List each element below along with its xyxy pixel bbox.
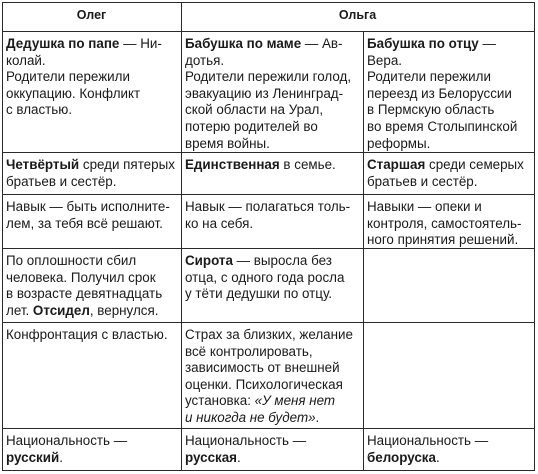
row-divider	[2, 322, 535, 323]
cell-text: — выросла без отца, с одного года росла у тёти дедушки по отцу.	[185, 253, 345, 302]
cell-bold: белоруска	[367, 449, 436, 465]
cell-text-tail: .	[315, 409, 320, 425]
cell-olga-m-nationality	[181, 431, 363, 470]
cell-olga-m-skill	[181, 197, 363, 248]
cell-olga-m-attitude	[181, 325, 363, 428]
table-border-right	[534, 2, 535, 471]
cell-text-tail: .	[59, 449, 63, 465]
cell-oleg-event	[2, 251, 181, 322]
cell-oleg-skill	[2, 197, 181, 248]
cell-text-tail: .	[236, 449, 241, 465]
cell-text-tail: .	[435, 449, 440, 465]
table-border-bottom	[2, 470, 535, 471]
cell-italic: «У меня нет и никогда не будет»	[185, 393, 336, 425]
cell-olga-f-event-empty	[363, 251, 534, 322]
cell-text: Конфронтация с властью.	[6, 327, 168, 342]
cell-text: Национальность —	[6, 433, 128, 448]
cell-oleg-birth-order	[2, 155, 181, 194]
cell-oleg-attitude	[2, 325, 181, 428]
cell-text: Национальность —	[367, 433, 489, 448]
cell-olga-f-skill	[363, 197, 534, 248]
cell-text: По оплошности сбил человека. Получил срок в возрасте девятнадцать лет.	[6, 253, 163, 318]
cell-text: Навыки — опеки и контроля, самостоятель- ного принятия решений.	[367, 199, 522, 248]
cell-text-tail: , вернулся.	[89, 302, 159, 318]
cell-oleg-nationality	[2, 431, 181, 470]
cell-text: Страх за близких, желание всё контролировать, зависимость от внешней оценки. Психологическая установка:	[185, 327, 353, 409]
cell-olga-f-birth-order	[363, 155, 534, 194]
cell-text: в семье.	[279, 157, 336, 172]
cell-bold: Старшая	[367, 157, 426, 172]
cell-text: среди семерых братьев и сестёр.	[367, 157, 524, 189]
cell-olga-f-attitude-empty	[363, 325, 534, 428]
header-divider	[2, 31, 535, 32]
cell-text: — Ав- дотья. Родители пережили голод, эвакуацию из Ленинград- ской области на Урал, потерю родителей во время войны.	[185, 36, 352, 151]
cell-oleg-grandfather	[2, 34, 181, 152]
cell-text: — Ни- колай. Родители пережили оккупацию. Конфликт с властью.	[6, 36, 162, 118]
cell-text: — Вера. Родители пережили переезд из Белоруссии в Пермскую область во время Столыпинской реформы.	[367, 36, 518, 151]
row-divider	[2, 194, 535, 195]
cell-text: Навык — быть исполните- лем, за тебя всё решают.	[6, 199, 170, 231]
cell-bold: Отсидел	[32, 302, 90, 318]
cell-olga-paternal-grandmother	[363, 34, 534, 152]
cell-text: среди пятерых братьев и сестёр.	[6, 157, 175, 189]
header-oleg: Олег	[76, 8, 107, 22]
cell-bold: Дедушка по папе	[6, 36, 120, 51]
row-divider	[2, 428, 535, 429]
cell-olga-f-nationality	[363, 431, 534, 470]
cell-text: Навык — полагаться толь- ко на себя.	[185, 199, 351, 231]
cell-bold: русский	[6, 449, 60, 465]
cell-bold: Четвёртый	[6, 157, 80, 172]
header-olga: Ольга	[338, 8, 377, 22]
cell-bold: Сирота	[185, 253, 233, 268]
cell-text: Национальность —	[185, 433, 307, 448]
cell-olga-maternal-grandmother	[181, 34, 363, 152]
cell-olga-m-event	[181, 251, 363, 322]
cell-bold: Единственная	[185, 157, 280, 172]
cell-bold: Бабушка по маме	[185, 36, 302, 51]
cell-bold: Бабушка по отцу	[367, 36, 479, 51]
cell-bold: русская	[185, 449, 237, 465]
cell-olga-m-birth-order	[181, 155, 363, 194]
